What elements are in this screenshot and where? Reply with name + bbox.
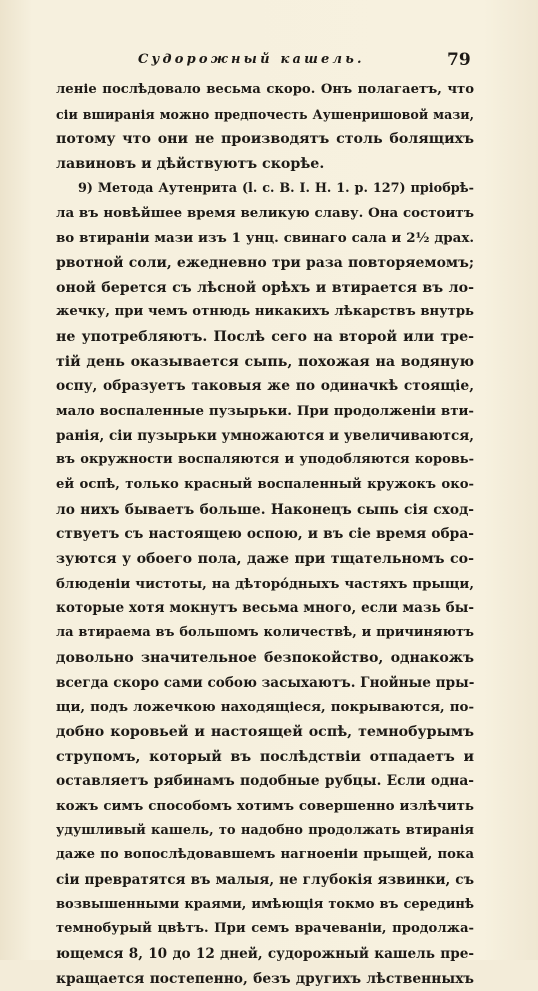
- text-line: леніе послѣдовало весьма скоро. Онъ полагаетъ, что: [56, 82, 474, 97]
- text-line: сіи превратятся въ малыя, не глубокія язвинки, съ: [56, 872, 474, 888]
- text-line: ющемся 8, 10 до 12 дней, судорожный кашель пре-: [56, 946, 474, 963]
- text-line: ранія, сіи пузырьки умножаются и увеличиваются,: [56, 427, 474, 444]
- running-title: Судорожный кашель.: [138, 52, 365, 67]
- text-line: сіи вширанія можно предпочесть Аушенришовой мази,: [56, 106, 474, 122]
- text-line: тій день оказывается сыпь, похожая на водяную: [56, 353, 474, 370]
- text-line: 9) Метода Аутенрита (l. c. B. I. H. 1. p. 127) пріобрѣ-: [78, 180, 474, 196]
- text-line: жечку, при чемъ отнюдь никакихъ лѣкарствъ внутрь: [56, 304, 474, 320]
- text-line: зуются у обоего пола, даже при тщательномъ со-: [56, 551, 474, 568]
- text-line: удушливый кашель, то надобно продолжать втиранія: [56, 822, 474, 838]
- text-line: всегда скоро сами собою засыхаютъ. Гнойные пры-: [56, 674, 475, 691]
- text-line: довольно значительное безпокойство, однакожъ: [56, 649, 474, 666]
- text-line: добно коровьей и настоящей оспѣ, темнобурымъ: [56, 723, 474, 740]
- text-line: ла втираема въ большомъ количествѣ, и причиняютъ: [56, 625, 474, 641]
- text-line: ствуетъ съ настоящею оспою, и въ сіе время обра-: [56, 526, 474, 543]
- text-line: ла въ новѣйшее время великую славу. Она состоитъ: [56, 205, 474, 222]
- text-line: въ окружности воспаляются и уподобляются коровь-: [56, 452, 474, 468]
- text-line: кращается постепенно, безъ другихъ лѣственныхъ: [56, 970, 474, 987]
- text-line: ей оспѣ, только красный воспаленный кружокъ око-: [56, 477, 474, 492]
- text-line: блюденіи чистоты, на дѣторо́дныхъ частяхъ прыщи,: [56, 575, 474, 592]
- text-line: рвотной соли, ежедневно три раза повторяемомъ;: [56, 254, 474, 271]
- text-line: не употребляютъ. Послѣ сего на второй или тре-: [56, 328, 474, 345]
- text-line: щи, подъ ложечкою находящіеся, покрываются, по-: [56, 699, 474, 716]
- text-line: струпомъ, который въ послѣдствіи отпадаетъ и: [56, 748, 474, 765]
- text-line: лавиновъ и дѣйствуютъ скорѣе.: [56, 156, 325, 173]
- text-line: которые хотя мокнутъ весьма много, если мазь бы-: [56, 600, 474, 617]
- text-line: оспу, образуетъ таковыя же по одиначкѣ стоящіе,: [56, 378, 474, 395]
- text-line: даже по вопослѣдовавшемъ нагноеніи прыщей, пока: [56, 847, 474, 863]
- text-line: потому что они не производятъ столь болящихъ: [56, 131, 474, 148]
- body-text: [56, 78, 474, 991]
- text-line: темнобурый цвѣтъ. При семъ врачеваніи, продолжа-: [56, 921, 474, 937]
- text-line: во втираніи мази изъ 1 унц. свинаго сала и 2½ драх.: [56, 230, 474, 247]
- text-line: оставляетъ рябинамъ подобные рубцы. Если одна-: [56, 773, 474, 790]
- text-line: оной берется съ лѣсной орѣхъ и втирается въ ло-: [56, 279, 474, 296]
- text-line: ло нихъ бываетъ больше. Наконецъ сыпь сія сход-: [56, 501, 474, 518]
- text-line: кожъ симъ способомъ хотимъ совершенно излѣчить: [56, 797, 474, 814]
- page-number: 79: [447, 50, 471, 70]
- text-line: мало воспаленные пузырьки. При продолженіи вти-: [56, 402, 474, 419]
- text-line: возвышенными краями, имѣющія токмо въ серединѣ: [56, 896, 474, 912]
